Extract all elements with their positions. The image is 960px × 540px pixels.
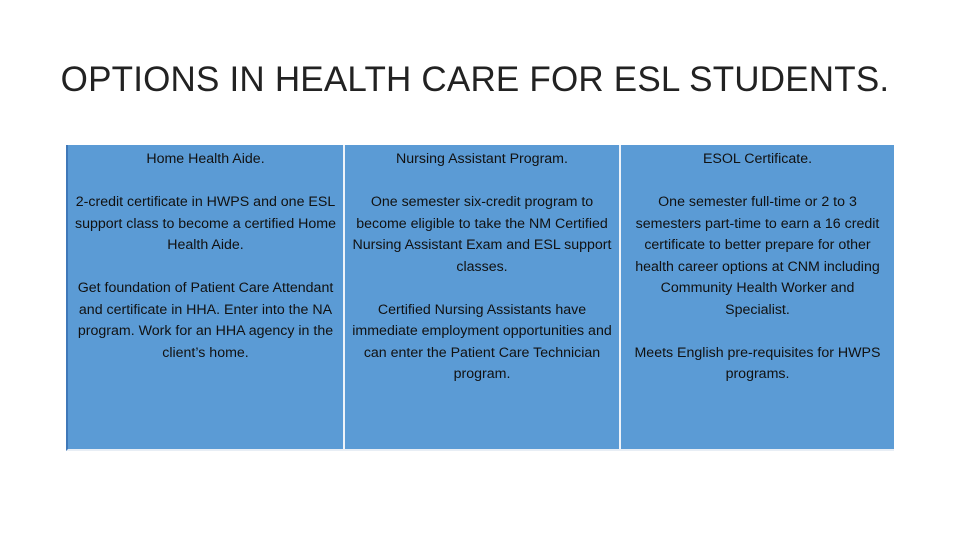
slide-title: OPTIONS IN HEALTH CARE FOR ESL STUDENTS. — [60, 60, 890, 99]
column-header: ESOL Certificate. — [702, 151, 813, 167]
column-body — [74, 192, 337, 364]
column-esol-certificate — [619, 145, 894, 449]
column-body — [351, 192, 613, 386]
column-home-health-aide — [68, 145, 343, 449]
column-header: Nursing Assistant Program. — [396, 151, 568, 167]
column-paragraph: Meets English pre-requisites for HWPS programs. — [634, 344, 881, 382]
column-header: Home Health Aide. — [146, 151, 265, 167]
column-paragraph: One semester full-time or 2 to 3 semesters part-time to earn a 16 credit certificate to better prepare for other health career options at CNM including Community Health Worker and Specialist. — [635, 194, 880, 318]
column-paragraph: 2-credit certificate in HWPS and one ESL support class to become a certified Home Health Aide. — [74, 194, 336, 253]
options-table — [66, 145, 894, 451]
column-paragraph: Get foundation of Patient Care Attendant and certificate in HHA. Enter into the NA program. Work for an HHA agency in the client’s home. — [77, 280, 334, 361]
column-paragraph: Certified Nursing Assistants have immediate employment opportunities and can enter the Patient Care Technician program. — [352, 301, 612, 382]
column-body — [627, 192, 888, 386]
column-nursing-assistant-program — [343, 145, 619, 449]
column-paragraph: One semester six-credit program to become eligible to take the NM Certified Nursing Assistant Exam and ESL support classes. — [352, 194, 612, 275]
